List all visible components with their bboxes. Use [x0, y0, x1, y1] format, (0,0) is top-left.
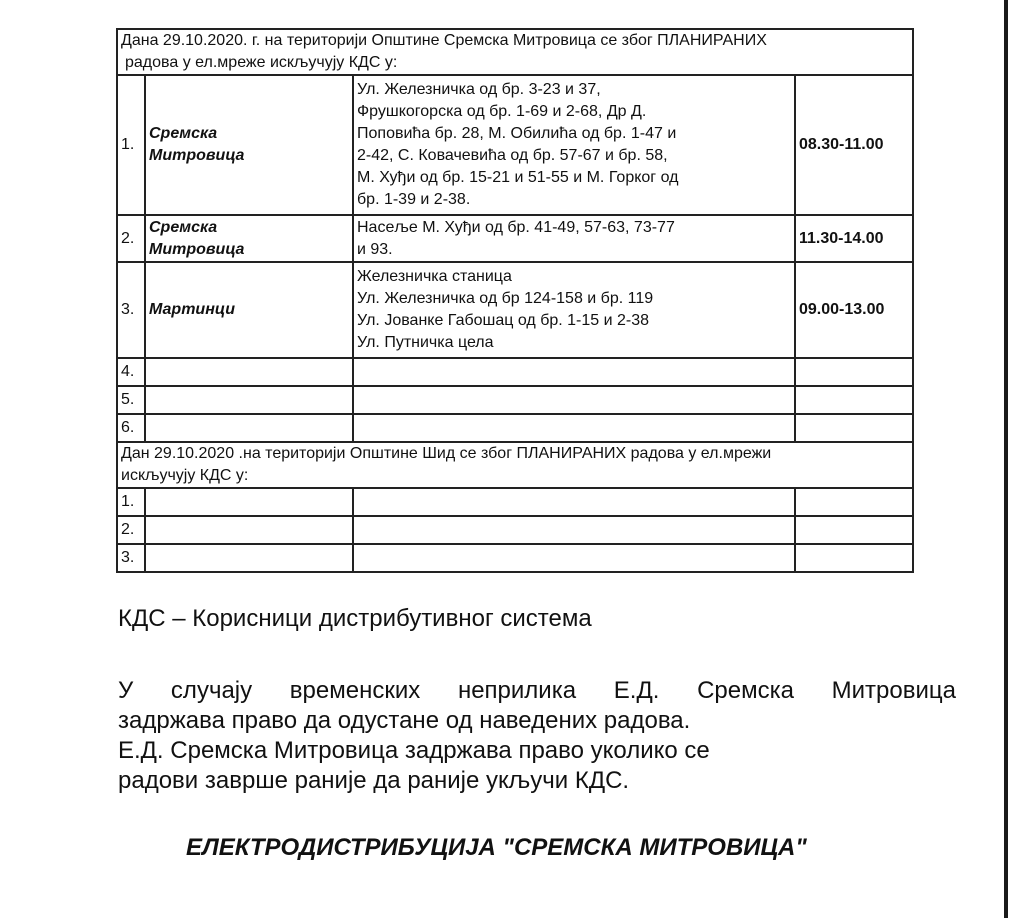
street-line: Ул. Путничка цела [357, 334, 494, 351]
empty-cell [145, 516, 353, 544]
place-line: Мартинци [149, 301, 235, 318]
empty-cell [353, 386, 795, 414]
page-edge-line [1004, 0, 1008, 918]
street-line: Насеље М. Хуђи од бр. 41-49, 57-63, 73-77 [357, 218, 675, 236]
row-number: 5. [117, 386, 145, 414]
street-line: Ул. Железничка од бр 124-158 и бр. 119 [357, 290, 654, 307]
street-line: Фрушкогорска од бр. 1-69 и 2-68, Др Д. [357, 103, 647, 120]
place-name [145, 262, 353, 358]
table-row [117, 414, 913, 442]
place-name [145, 75, 353, 215]
notice-paragraph [118, 676, 956, 796]
street-line: и 93. [357, 240, 393, 258]
empty-cell [145, 414, 353, 442]
row-number: 3. [117, 544, 145, 572]
notice-line: Е.Д. Сремска Митровица задржава право уколико се [118, 737, 710, 764]
place-line: Митровица [149, 240, 245, 258]
row-number: 3. [117, 262, 145, 358]
empty-cell [795, 488, 913, 516]
time-range: 08.30-11.00 [795, 75, 913, 215]
table-row [117, 358, 913, 386]
row-number: 6. [117, 414, 145, 442]
table-row [117, 215, 913, 262]
section1-header-line: Дана 29.10.2020. г. на територији Општине Сремска Митровица се због ПЛАНИРАНИХ [121, 32, 767, 49]
row-number: 1. [117, 75, 145, 215]
place-name [145, 215, 353, 262]
place-line: Сремска [149, 125, 218, 142]
notice-line: радови заврше раније да раније укључи КДС. [118, 767, 630, 794]
empty-cell [795, 544, 913, 572]
section2-header-line: искључују КДС у: [121, 467, 249, 484]
section2-header-row [117, 442, 913, 488]
street-list [353, 262, 795, 358]
section2-header-line: Дан 29.10.2020 .на територији Општине Шид се због ПЛАНИРАНИХ радова у ел.мрежи [121, 445, 772, 462]
section1-header-row [117, 29, 913, 75]
empty-cell [145, 386, 353, 414]
table-row [117, 544, 913, 572]
street-line: 2-42, С. Ковачевића од бр. 57-67 и бр. 58, [357, 147, 668, 164]
empty-cell [795, 386, 913, 414]
row-number: 1. [117, 488, 145, 516]
outage-schedule-table [116, 28, 914, 573]
table-row [117, 516, 913, 544]
table-row [117, 386, 913, 414]
empty-cell [145, 544, 353, 572]
empty-cell [353, 544, 795, 572]
empty-cell [145, 488, 353, 516]
street-line: Поповића бр. 28, М. Обилића од бр. 1-47 и [357, 125, 677, 142]
street-list [353, 215, 795, 262]
empty-cell [795, 516, 913, 544]
time-range: 11.30-14.00 [795, 215, 913, 262]
row-number: 2. [117, 516, 145, 544]
kds-footnote: КДС – Корисници дистрибутивног система [118, 605, 592, 632]
time-range: 09.00-13.00 [795, 262, 913, 358]
empty-cell [353, 414, 795, 442]
table-row [117, 488, 913, 516]
street-list [353, 75, 795, 215]
notice-line: задржава право да одустане од наведених радова. [118, 707, 691, 734]
empty-cell [145, 358, 353, 386]
section1-header-line: радова у ел.мреже искључују КДС у: [125, 54, 398, 71]
street-line: Ул. Железничка од бр. 3-23 и 37, [357, 81, 601, 98]
place-line: Митровица [149, 147, 245, 164]
table-row [117, 75, 913, 215]
row-number: 2. [117, 215, 145, 262]
empty-cell [795, 358, 913, 386]
signature: ЕЛЕКТРОДИСТРИБУЦИЈА "СРЕМСКА МИТРОВИЦА" [186, 834, 807, 861]
place-line: Сремска [149, 218, 218, 236]
street-line: М. Хуђи од бр. 15-21 и 51-55 и М. Горког од [357, 169, 679, 186]
empty-cell [353, 358, 795, 386]
row-number: 4. [117, 358, 145, 386]
notice-line: У случају временских неприлика Е.Д. Сремска Митровица [118, 677, 956, 704]
empty-cell [353, 488, 795, 516]
street-line: Железничка станица [357, 268, 512, 285]
empty-cell [795, 414, 913, 442]
empty-cell [353, 516, 795, 544]
section2-header [117, 442, 913, 488]
street-line: Ул. Јованке Габошац од бр. 1-15 и 2-38 [357, 312, 650, 329]
table-row [117, 262, 913, 358]
street-line: бр. 1-39 и 2-38. [357, 191, 471, 208]
section1-header [117, 29, 913, 75]
